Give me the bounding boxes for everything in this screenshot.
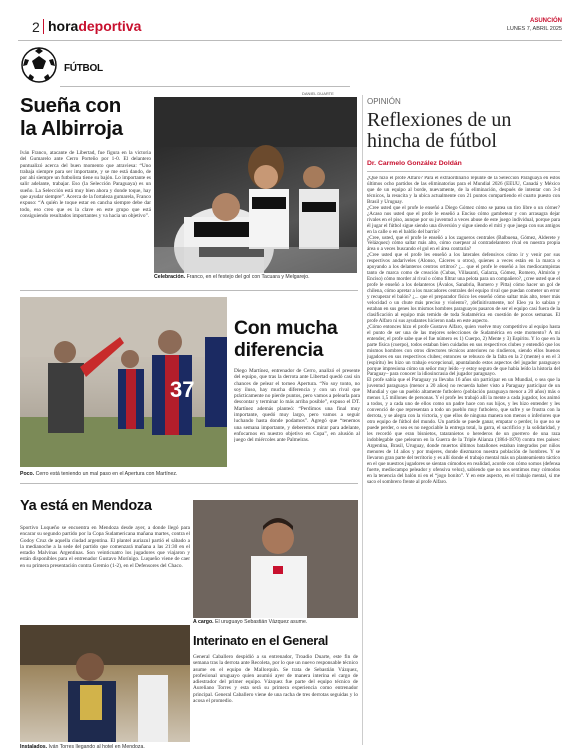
story4-title: Interinato en el General — [193, 633, 329, 648]
story3-caption-text: Iván Torres llegando al hotel en Mendoza. — [47, 744, 145, 750]
story2-title-line1: Con mucha — [234, 317, 338, 339]
opinion-body — [367, 176, 560, 752]
story2-title — [234, 317, 337, 361]
story3-photo — [20, 625, 190, 742]
story1-caption-bold: Celebración. — [154, 274, 186, 280]
story3-title: Ya está en Mendoza — [20, 498, 152, 514]
page-header — [18, 17, 562, 39]
story1-photo — [154, 97, 357, 273]
opinion-paragraph: ¿Cree usted que el profe les enseñó a los laterales defensivos cómo ir y venir por sus respectivos andariveles (Alonso, Cáceres u otros), quienes a veces están en la marca o apoyando a los delanteros centros ortitros? ¿... que el profe le enseñó a los mediocampistas tanto de marca como de creación (Cubas, Villasanti, Galarza, Gómez, Romero, Almirón y Enciso) cómo morder al rival o cómo filtrar una pelota para un compañero?, ¿cree usted que el profe le enseñó a los delanteros (Ávalos, Sanabria, Romero y Pitta) cómo hacer un gol de chilena, cómo apretar a los marcadores centrales del equipo rival que puedan cometer un error y recuperar el balón? ¿... que el preparador físico les enseñó cómo saltar más alto, tener más velocidad o un chute más preciso y violento?, ¡definitivamente, no! Eleo ya lo sabían y estaban en sus genes los mismos hombres paraguayos pasaron de ser el equipo casi fuera de la clasificación al equipo más temido de toda Sudamérica en cuestión de pocos semanas. El profe Alfaro ni sus ayudantes hicieron nada en este aspecto. — [367, 252, 560, 324]
story3-body: Sportivo Luqueño se encuentra en Mendoza desde ayer, a donde llegó para encarar su segundo partido por la Copa Sudamericana mañana martes, contra el Godoy Cruz de aquella ciudad argentina. El plantel auriazul partió el sábado a la medianoche a la sede del partido que comenzará mañana a las 21:30 en el estadio Malvinas Argentinas. Son veinticuatro los jugadores que viajaron y están disponibles para el entrenador Gustavo Morínigo. Luqueño viene de caer en su primera presentación contra Gremio (1-2), en el Defensores del Chaco. — [20, 525, 190, 569]
story2-photo — [20, 297, 227, 467]
story1-caption — [154, 274, 359, 280]
story4-photo — [193, 500, 358, 618]
header-city: ASUNCIÓN — [529, 18, 562, 24]
page-number: 2 — [32, 19, 40, 35]
story-rule-2 — [20, 483, 358, 484]
opinion-paragraph: ¿Cree, usted, que el profe le enseñó a los zagueros centrales (Balbuena, Gómez, Alderete y Velázquez) cómo saltar más alto, cómo cuerpear al contradelantero rival en nuestra propia área o a veces buscando el gol en el área contraria? — [367, 234, 560, 253]
story1-caption-text: Franco, en el festejo del gol con Tacuara y Melgarejo. — [185, 274, 310, 280]
story1-title-line1: Sueña con — [20, 94, 121, 117]
svg-text:37: 37 — [170, 377, 195, 402]
story1-body: Iván Franco, atacante de Libertad, fue figura en la victoria del Gumarelo ante Cerro Porteño por 1-0. El delantero puntualizó acerca del buen momento que atraviesa: “Uno trabaja siempre para ser importante, y se me está dando, de por ahí siempre un futbolista tiene su bajón. Lo importante es salir adelante, trabajar. Eso (la Selección Paraguaya) es un sueño. La Selección está muy bien ahora y donde toque, hay que ayudar siempre”. Acerca de la fortaleza gumarela, Franco expuso: “A quién le toque estar en cancha siempre debe dar todo, eso creo que es la clave en este grupo que está consiguiendo resultados importantes y va hacia un objetivo”. — [20, 150, 151, 219]
section-title-bold: hora — [48, 18, 79, 34]
category-label: FÚTBOL — [64, 63, 103, 74]
story2-caption-text: Cerro está teniendo un mal paso en el Apertura con Martínez. — [34, 471, 178, 477]
story4-caption-bold: A cargo. — [193, 619, 214, 625]
opinion-title — [367, 110, 511, 152]
story2-title-line2: diferencia — [234, 339, 324, 361]
opinion-rule — [367, 171, 560, 172]
story4-caption — [193, 619, 363, 625]
story1-photo-credit: DANIEL DUARTE — [302, 91, 334, 96]
opinion-paragraph: ¿Qué hizo el profe Alfaro? Para el extraordinario repunte de la Selección Paraguaya en estos últimos ocho partidos de las eliminatorias para el Mundial 2026 (EEUU, Canadá y México que de un equipo al borde, nuevamente, de la eliminación, después de intentar con 3-4 técnicos, la resucita y la ubica actualmente con 21 puntos compartiendo el cuarto puesto con Brasil y Uruguay. — [367, 176, 560, 205]
section-title-rest: deportiva — [78, 18, 142, 34]
story3-caption-bold: Instalados. — [20, 744, 48, 750]
soccer-ball-icon — [20, 46, 58, 84]
story4-caption-text: El uruguayo Sebastián Vázquez asume. — [213, 619, 308, 625]
story2-body: Diego Martínez, entrenador de Cerro, analizó el presente del equipo, que tras la derrota ante Libertad quedó casi sin chances de pelear el torneo Apertura. “No soy tonto, no soy iluso, hay mucha diferencia y con un rival que prácticamente no pierde puntos, pero vamos a pelearla para descontar y terminar lo más arriba posible”, expuso el DT. Martínez además planteó: “Perdimos una final muy importante, quedó muy largo, pero vamos a seguir luchando hasta donde podamos”. Agregó que “tenemos una semana importante, y deberemos mirar para adelante, enfocarnos en nuestro objetivo en Copa”, en alusión al juego del miércoles ante Palmeiras. — [234, 368, 360, 444]
story4-body: General Caballero despidió a su entrenador, Troadio Duarte, este fin de semana tras la derrota ante Recoleta, por lo que un nuevo responsable técnico asume en el equipo de Mallorquín. Se trata de Sebastián Vázquez, profesional uruguayo quien asumió ayer de manera interina el cargo de adiestrador del primer equipo. Vázquez fue parte del equipo técnico de Aureliano Torres y esta será su primera experiencia como entrenador principal. General Caballero viene de una racha de tres derrotas seguidas y lo acosa el promedio. — [193, 654, 358, 705]
opinion-label: OPINIÓN — [367, 97, 401, 106]
column-divider — [362, 95, 363, 745]
category-rule — [60, 86, 350, 87]
story2-caption-bold: Poco. — [20, 471, 35, 477]
section-title — [48, 18, 141, 34]
opinion-paragraph: ¿Cree usted que el profe le enseñó a Diego Gómez cómo se patea un tiro libre o un córner? ¿Acaso nos usted que el profe le enseñó a Enciso cómo gambetear y con arrasagra dejar rivales en el piso, aunque por su juventud a veces abuse de este juego individual, porque para él jugar el fútbol sigue siendo una diversión y sigue siendo el mití y que juega con sus amigos en la calle o en el baldío del barrio? — [367, 204, 560, 235]
story1-title — [20, 94, 123, 140]
opinion-title-line1: Reflexiones de un — [367, 109, 512, 131]
story1-title-line2: la Albirroja — [20, 117, 123, 140]
opinion-paragraph: ¿Cómo entonces hizo el profe Gustavo Alfaro, quien vuelve muy competitivo al equipo hasta el punto de ser una de las mejores selecciones de Sudamérica en este momento? A mi entender, el profe sabe que el fue número es 1) Cuerpo, 2) Mente y 3) Espíritu. Y lo que en la parte física (cuerpo), todos estaban bien cuidados en sus respectivos clubes y entendió que los mismos hombres con otros directores técnicos anteriores no rindieron, siendo ellos buenos jugadores en sus respectivos clubes; entonces se rebusco de la falta en la 2 (mente) o en el 3 (espíritu) les hizo un trabajo excepcional, apuntalando estos aspectos del jugador paraguayo porque impresiona cómo un señor muy leído –y estoy seguro de que había leído la historia del Paraguay– para conocer la idiosincrasia del jugador paraguayo. — [367, 323, 560, 378]
opinion-author: Dr. Carmelo González Doldán — [367, 160, 462, 167]
story2-caption — [20, 471, 230, 477]
story-rule-1 — [20, 290, 358, 291]
header-rule — [18, 40, 562, 41]
opinion-title-line2: hincha de fútbol — [367, 130, 497, 152]
opinion-paragraph: El profe sabía que el Paraguay ya llevaba 16 años sin participar en un Mundial, o sea que la juventud paraguaya (menor a 20 años) no recuerda haber visto a Paraguay participar de un Mundial y que un pueblo altamente futbolero (población paraguaya menor a 20 años) más o menos 1,5 millones de personas. Y el profe les trabajó allí la mente a cada jugador, los animó a todos, y a cada uno de ellos como un padre hace con sus hijos, y les hizo entender y les convenció de que representan a todo un pueblo muy futbolero, que sufre y se frustra con la derrota, y se alegra con la victoria, y que ellos de ninguna manera son menos o inferiores que otro equipo de fútbol del mundo. Un partido se puede ganar, empatar o perder, lo que no se puede perder, o sea es no negociable la entrega total, la garra, el sacrificio y la solidaridad, y les recordó que eran bisnietos, tataranietos o herederos de un guerrero de una raza indoblegable que pelearon en la Guerra de la Triple Alianza (1864-1870) contra tres países: Argentina, Brasil, Uruguay, donde muertos últimos batallones estaban integrados por niños menores de 14 años y por mujeres, donde diezmaron nuestra población de hombres. Y se llevaron gran parte del territorio y es allí donde el trabajo mental más un planteamiento táctico en el que nuestros jugadores se sientan cómodos en realidad, acorde con cómo somos (defensa fuerte, mediocampo peleador y ofensiva veloz), sabiendo que no nos sentimos muy cómodos en la tenencia del balón ni en el “jogo bonito”. Y en este aspecto, en el trabajo mental, sí me saco el sombrero frente al profe Alfaro. — [367, 377, 560, 485]
header-divider — [43, 19, 44, 34]
story3-caption — [20, 744, 190, 750]
header-date: LUNES 7, ABRIL 2025 — [506, 26, 562, 32]
